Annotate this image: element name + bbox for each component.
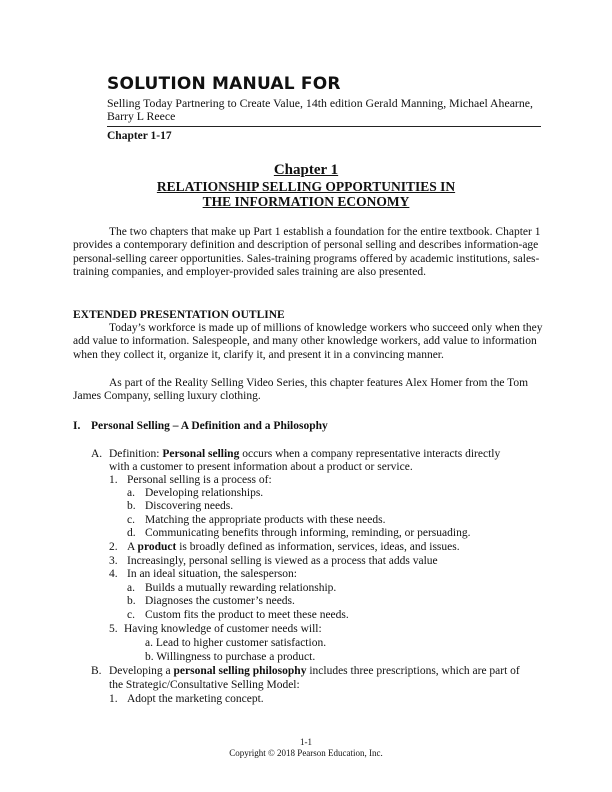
manual-banner: SOLUTION MANUAL FOR bbox=[107, 74, 341, 94]
list-item: Increasingly, personal selling is viewed as a process that adds value bbox=[127, 555, 438, 567]
sub-item: Matching the appropriate products with these needs. bbox=[145, 514, 386, 526]
list-item: Personal selling is a process of: bbox=[127, 474, 272, 486]
sub-item: Custom fits the product to meet these needs. bbox=[145, 609, 349, 621]
chapter-number: Chapter 1 bbox=[273, 162, 339, 178]
outline-heading: EXTENDED PRESENTATION OUTLINE bbox=[73, 309, 285, 321]
section-title: Personal Selling – A Definition and a Philosophy bbox=[91, 420, 328, 432]
list-number: 3. bbox=[109, 555, 118, 567]
sub-item: Diagnoses the customer’s needs. bbox=[145, 595, 295, 607]
sub-label: d. bbox=[127, 527, 136, 539]
sub-label: b. bbox=[127, 500, 136, 512]
item-b-continued: the Strategic/Consultative Selling Model: bbox=[109, 679, 300, 691]
sub-item: Discovering needs. bbox=[145, 500, 234, 512]
sub-item: Developing relationships. bbox=[145, 487, 264, 499]
outline-paragraph: Today’s workforce is made up of millions of knowledge workers who succeed only when they add value to information. Salespeople, and many other knowledge workers, add value to information when they collect it, organize it, clarify it, and present it in a convincing manner. bbox=[73, 322, 543, 361]
list-item: Having knowledge of customer needs will: bbox=[124, 623, 322, 635]
intro-paragraph: The two chapters that make up Part 1 establish a foundation for the entire textbook. Chapter 1 provides a contemporary definition and description of personal selling and describes information-age personal-selling career opportunities. Sales-training programs offered by academic institutions, sales-training companies, and employer-provided sales training are also presented. bbox=[73, 226, 541, 279]
list-number: 2. bbox=[109, 541, 118, 553]
list-number: 5. bbox=[109, 623, 118, 635]
item-a-definition-continued: with a customer to present information about a product or service. bbox=[109, 461, 413, 473]
sub-item: a. Lead to higher customer satisfaction. bbox=[145, 637, 327, 649]
page-number: 1-1 bbox=[300, 737, 312, 747]
video-series-paragraph: As part of the Reality Selling Video Series, this chapter features Alex Homer from the Tom James Company, selling luxury clothing. bbox=[73, 377, 529, 403]
sub-item: Builds a mutually rewarding relationship. bbox=[145, 582, 337, 594]
item-b-philosophy: Developing a personal selling philosophy includes three prescriptions, which are part of bbox=[109, 665, 520, 677]
list-item: A product is broadly defined as information, services, ideas, and issues. bbox=[127, 541, 460, 553]
list-item: Adopt the marketing concept. bbox=[127, 693, 264, 705]
chapter-title-line-2: THE INFORMATION ECONOMY bbox=[202, 194, 410, 209]
item-a-label: A. bbox=[91, 448, 103, 460]
sub-label: b. bbox=[127, 595, 136, 607]
sub-label: c. bbox=[127, 514, 135, 526]
list-number: 4. bbox=[109, 568, 118, 580]
chapter-range: Chapter 1-17 bbox=[107, 130, 172, 142]
list-number: 1. bbox=[109, 693, 118, 705]
copyright-notice: Copyright © 2018 Pearson Education, Inc. bbox=[229, 748, 383, 758]
sub-label: a. bbox=[127, 487, 135, 499]
book-subtitle: Selling Today Partnering to Create Value, 14th edition Gerald Manning, Michael Ahearne, Barry L Reece bbox=[107, 96, 533, 123]
header-divider bbox=[107, 126, 541, 127]
item-b-label: B. bbox=[91, 665, 102, 677]
chapter-title-line-1: RELATIONSHIP SELLING OPPORTUNITIES IN bbox=[156, 179, 456, 194]
sub-label: a. bbox=[127, 582, 135, 594]
sub-item: Communicating benefits through informing, reminding, or persuading. bbox=[145, 527, 471, 539]
item-a-definition: Definition: Personal selling occurs when a company representative interacts directly bbox=[109, 448, 501, 460]
sub-label: c. bbox=[127, 609, 135, 621]
section-number: I. bbox=[73, 420, 81, 432]
list-number: 1. bbox=[109, 474, 118, 486]
sub-item: b. Willingness to purchase a product. bbox=[145, 651, 316, 663]
list-item: In an ideal situation, the salesperson: bbox=[127, 568, 297, 580]
